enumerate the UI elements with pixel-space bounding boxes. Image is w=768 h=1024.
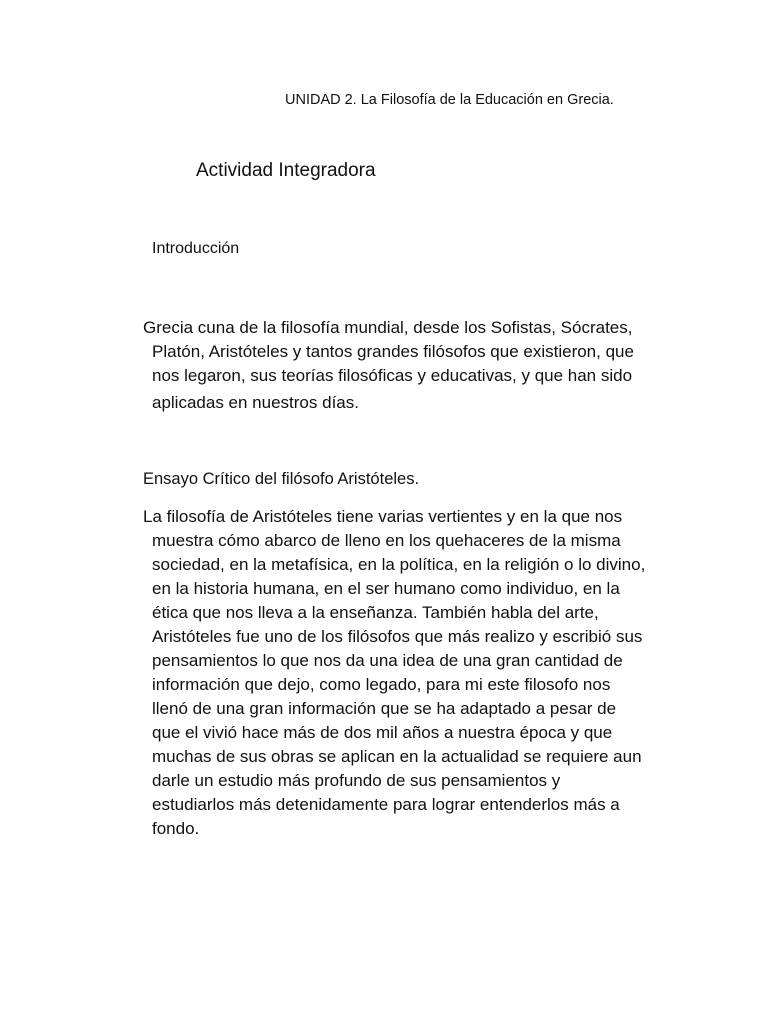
- paragraph-line: Platón, Aristóteles y tantos grandes filósofos que existieron, que: [152, 342, 634, 361]
- unit-header: UNIDAD 2. La Filosofía de la Educación en Grecia.: [285, 92, 614, 108]
- paragraph-line: estudiarlos más detenidamente para lograr entenderlos más a: [152, 795, 620, 814]
- paragraph-line: Aristóteles fue uno de los filósofos que más realizo y escribió sus: [152, 627, 643, 646]
- paragraph-line: nos legaron, sus teorías filosóficas y educativas, y que han sido: [152, 366, 633, 385]
- paragraph-line: ética que nos lleva a la enseñanza. También habla del arte,: [152, 603, 599, 622]
- essay-paragraph: [143, 505, 645, 841]
- activity-title: Actividad Integradora: [196, 160, 376, 181]
- paragraph-line: pensamientos lo que nos da una idea de una gran cantidad de: [152, 651, 623, 670]
- paragraph-line: información que dejo, como legado, para mi este filosofo nos: [152, 675, 611, 694]
- paragraph-line: Grecia cuna de la filosofía mundial, desde los Sofistas, Sócrates,: [143, 318, 633, 337]
- essay-heading: Ensayo Crítico del filósofo Aristóteles.: [143, 470, 420, 488]
- paragraph-line: darle un estudio más profundo de sus pensamientos y: [152, 771, 561, 790]
- paragraph-line: sociedad, en la metafísica, en la política, en la religión o lo divino,: [152, 555, 646, 574]
- paragraph-line: fondo.: [152, 819, 200, 838]
- paragraph-line: llenó de una gran información que se ha adaptado a pesar de: [152, 699, 617, 718]
- paragraph-line: aplicadas en nuestros días.: [152, 393, 359, 412]
- intro-paragraph: [143, 316, 634, 415]
- paragraph-line: muchas de sus obras se aplican en la actualidad se requiere aun: [152, 747, 642, 766]
- paragraph-line: La filosofía de Aristóteles tiene varias vertientes y en la que nos: [143, 507, 623, 526]
- paragraph-line: que el vivió hace más de dos mil años a nuestra época y que: [152, 723, 613, 742]
- paragraph-line: en la historia humana, en el ser humano como individuo, en la: [152, 579, 620, 598]
- paragraph-line: muestra cómo abarco de lleno en los quehaceres de la misma: [152, 531, 621, 550]
- intro-heading: Introducción: [152, 240, 240, 257]
